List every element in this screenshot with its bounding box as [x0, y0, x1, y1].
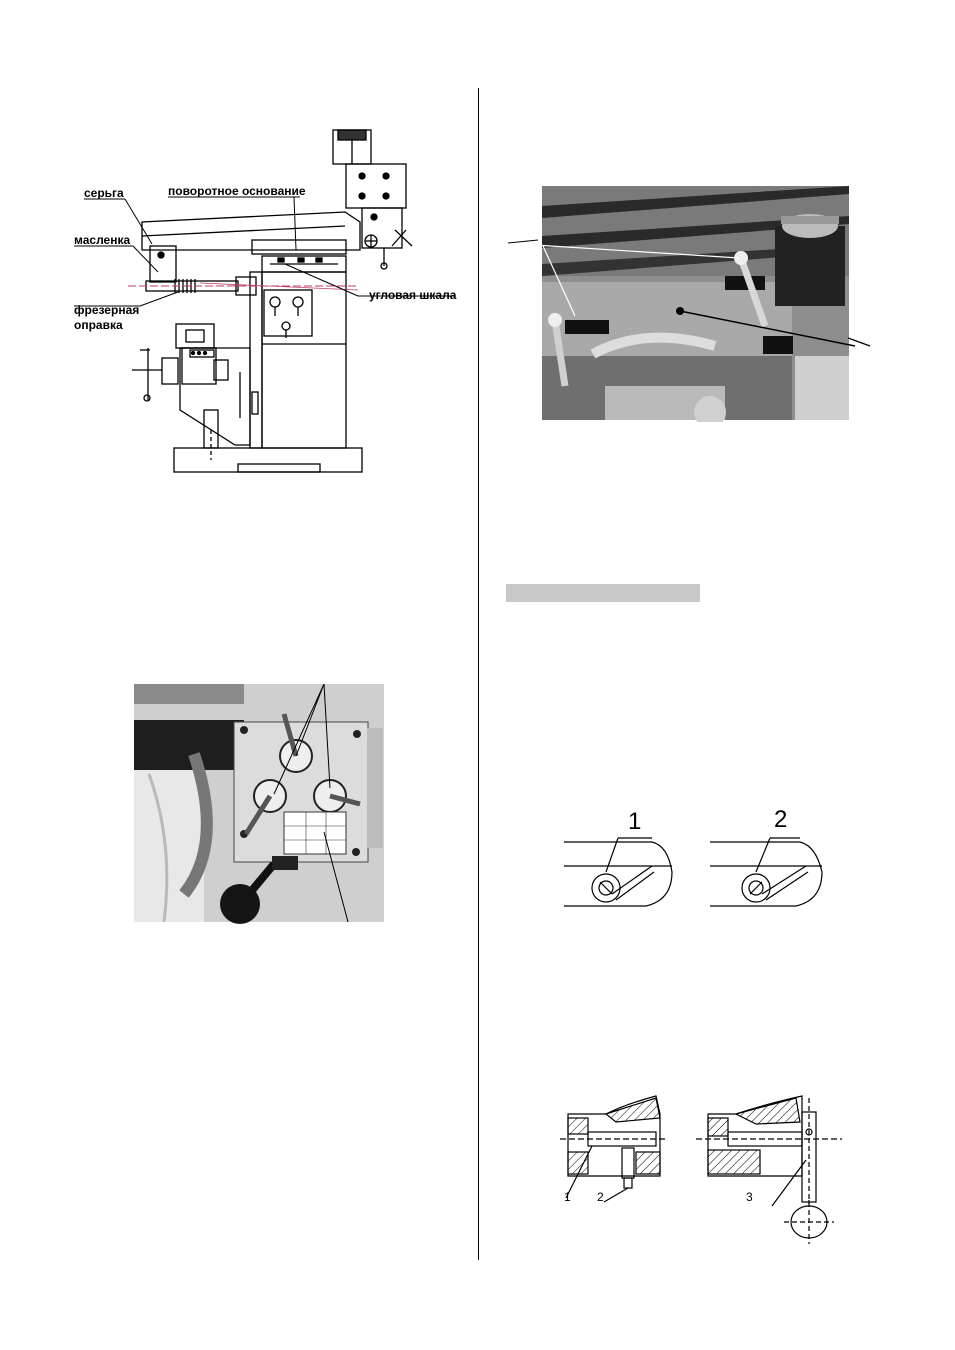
- section-label-3: 3: [746, 1190, 753, 1204]
- stop-figures-drawing: [560, 812, 840, 912]
- stop-label-2: 2: [774, 806, 788, 833]
- label-oiler: масленка: [74, 233, 131, 247]
- section-label-2: 2: [597, 1190, 604, 1204]
- label-angle-scale: угловая шкала: [369, 288, 457, 302]
- machine-drawing: [0, 0, 478, 480]
- section-label-1: 1: [564, 1190, 571, 1204]
- table-clamp-photo-image: [505, 186, 865, 422]
- label-swivel-base: поворотное основание: [168, 184, 306, 198]
- gearbox-photo-image: [134, 684, 384, 924]
- photo-leader-left: [508, 230, 558, 260]
- label-milling-arbor-2: оправка: [74, 318, 123, 332]
- label-milling-arbor-1: фрезерная: [74, 303, 140, 317]
- column-divider: [478, 88, 479, 1260]
- label-earring: серьга: [84, 186, 124, 200]
- section-header-bar: [506, 584, 700, 602]
- photo-leader-right: [848, 330, 878, 360]
- section-figures-drawing: [556, 1088, 846, 1248]
- stop-label-1: 1: [628, 808, 642, 835]
